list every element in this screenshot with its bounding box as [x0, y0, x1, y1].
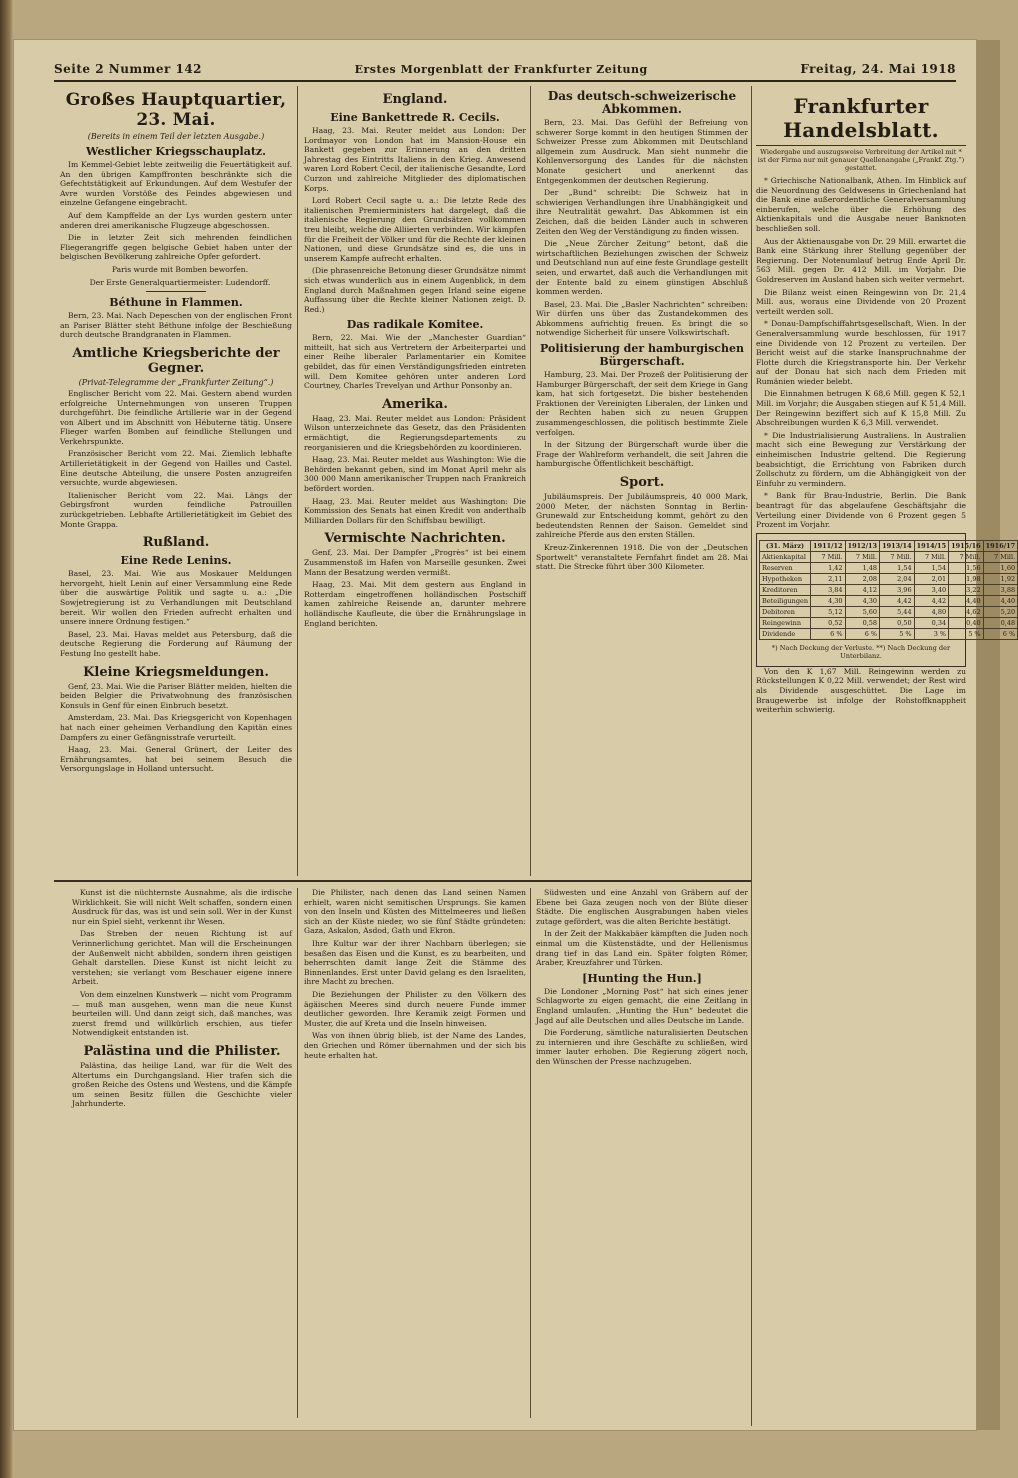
newspaper-page [14, 40, 1016, 1430]
table-cell: 4,30 [811, 595, 846, 606]
table-cell: 2,08 [845, 573, 880, 584]
section-heading: Amerika. [382, 396, 448, 412]
feuilleton-paragraph: Von dem einzelnen Kunstwerk — nicht vom Programm — muß man ausgehen, wenn man die neue Kunst beurteilen will. Und dann zeigt sich, daß manches, was zuerst fremd und willkürlich erschien, aus tiefer Notwendigkeit entstanden ist. [72, 989, 292, 1038]
handelsblatt-note: Wiedergabe und auszugsweise Verbreitung der Artikel mit * ist der Firma nur mit genauer Quellenangabe („Frankf. Ztg.“) gestattet. [757, 148, 965, 172]
table-cell: 1,54 [880, 562, 915, 573]
article-paragraph: Von den K 1,67 Mill. Reingewinn werden zu Rückstellungen K 0,22 Mill. verwendet; der Rest wird als Dividende ausgeschüttet. Die Lage im Braugewerbe ist infolge der Rohstoffknappheit weiterhin schwierig. [756, 666, 966, 715]
masthead-center: Erstes Morgenblatt der Frankfurter Zeitung [354, 62, 648, 76]
table-cell: 5,12 [811, 606, 846, 617]
article-paragraph: Haag, 23. Mai. Mit dem gestern aus England in Rotterdam eingetroffenen holländischen Postschiff kamen zahlreiche Reisende an, darunter mehrere holländische Kaufleute, die über die Ernährungslage in England berichten. [304, 580, 526, 628]
table-cell: Dividende [760, 628, 811, 639]
section-heading: Sport. [619, 475, 665, 490]
table-row [760, 617, 1018, 628]
table-cell: Debitoren [760, 606, 811, 617]
table-cell: 7 Mill. [949, 551, 984, 562]
feuilleton-paragraph: Palästina, das heilige Land, war für die Welt des Altertums ein Durchgangsland. Hier trafen sich die großen Reiche des Ostens und Westens, und die Kämpfe um seinen Besitz füllen die Geschichte vieler Jahrhunderte. [72, 1060, 292, 1109]
handelsblatt-title: Frankfurter Handelsblatt. [756, 94, 966, 146]
table-cell: Beteiligungen [760, 595, 811, 606]
feuilleton-paragraph: Das Streben der neuen Richtung ist auf Verinnerlichung gerichtet. Man will die Erscheinungen der Außenwelt nicht abbilden, sondern ihren geistigen Gehalt darstellen. Diese Kunst ist nicht leicht zu verstehen; sie verlangt vom Beschauer eigene innere Arbeit. [72, 929, 292, 987]
article-paragraph: Haag, 23. Mai. Reuter meldet aus Washington: Die Kommission des Senats hat einen Kredit von anderthalb Milliarden Dollars für den Schiffsbau bewilligt. [304, 496, 526, 525]
article-paragraph: Im Kemmel-Gebiet lebte zeitweilig die Feuertätigkeit auf. An den übrigen Kampffronten beschränkte sich die Gefechtstätigkeit auf Erkundungen. Auf dem Westufer der Avre wurden Vorstöße des Feindes abgewiesen und einzelne Gefangene eingebracht. [60, 160, 292, 208]
masthead-left: Seite 2 Nummer 142 [54, 62, 203, 76]
article-paragraph: Basel, 23. Mai. Wie aus Moskauer Meldungen hervorgeht, hielt Lenin auf einer Versammlung eine Rede über die auswärtige Politik und sagte u. a.: „Die Sowjetregierung ist zu Verhandlungen mit Deutschland bereit. Wir wollen den Frieden aufrecht erhalten und unsere innere Ordnung festigen.“ [60, 569, 292, 627]
article-paragraph: Die „Neue Zürcher Zeitung“ betont, daß die wirtschaftlichen Beziehungen zwischen der Schweiz und Deutschland nun auf eine feste Grundlage gestellt seien, und erwartet, daß auch die Verhandlungen mit der Entente bald zu einem günstigen Abschluß kommen werden. [536, 239, 748, 297]
article-paragraph: Bern, 22. Mai. Wie der „Manchester Guardian“ mitteilt, hat sich aus Vertretern der Arbeiterpartei und einer Reihe liberaler Parlamentarier ein Komitee gebildet, das für einen Verständigungsfrieden eintreten will. Dem Komitee gehören unter anderen Lord Courtney, Charles Trevelyan und Arthur Ponsonby an. [304, 333, 526, 391]
table-cell: 1,56 [949, 562, 984, 573]
section-heading: Amtliche Kriegsberichte der Gegner. [72, 345, 280, 376]
table-cell: 4,80 [914, 606, 949, 617]
handelsblatt-column [756, 86, 1016, 1426]
feuilleton-column-2 [304, 888, 526, 1418]
masthead-right: Freitag, 24. Mai 1918 [800, 62, 956, 76]
table-cell: 0,58 [845, 617, 880, 628]
table-cell: 1,54 [914, 562, 949, 573]
table-body [760, 551, 1018, 639]
feuilleton-paragraph: Ihre Kultur war der ihrer Nachbarn überlegen; sie besaßen das Eisen und die Kunst, es zu bearbeiten, und beherrschten damit lange Zeit die Stämme des Binnenlandes. Erst unter David gelang es den Israeliten, ihre Macht zu brechen. [304, 938, 526, 987]
article-paragraph: Bern, 23. Mai. Nach Depeschen von der englischen Front an Pariser Blätter steht Béthune infolge der Beschießung durch deutsche Brandgranaten in Flammen. [60, 311, 292, 340]
article-paragraph: Italienischer Bericht vom 22. Mai. Längs der Gebirgsfront wurden feindliche Patrouillen zurückgetrieben. Lebhafte Artillerietätigkeit im Gebiet des Monte Grappa. [60, 490, 292, 529]
feuilleton-column-3 [536, 888, 748, 1418]
table-cell: 7 Mill. [914, 551, 949, 562]
table-cell: 5 % [949, 628, 984, 639]
column-rule [751, 86, 752, 1426]
article-paragraph: Haag, 23. Mai. General Grünert, der Leiter des Ernährungsamtes, hat bei seinem Besuch die Versorgungslage in Holland untersucht. [60, 745, 292, 774]
table-cell: 5 % [880, 628, 915, 639]
article-paragraph: Die Einnahmen betrugen K 68,6 Mill. gegen K 52,1 Mill. im Vorjahr; die Ausgaben stiegen auf K 51,4 Mill. Der Reingewinn beziffert sich auf K 15,8 Mill. Zu Abschreibungen wurden K 6,3 Mill. verwendet. [756, 389, 966, 428]
table-cell: 0,52 [811, 617, 846, 628]
section-heading: Westlicher Kriegsschauplatz. [86, 145, 266, 158]
table-cell: 4,12 [845, 584, 880, 595]
table-cell: 1,48 [845, 562, 880, 573]
table-cell: 0,50 [880, 617, 915, 628]
table-header-row [760, 540, 1018, 551]
table-footnote: *) Nach Deckung der Verluste. **) Nach Deckung der Unterbilanz. [771, 643, 951, 660]
table-header: 1913/14 [880, 540, 915, 551]
article-paragraph: Jubiläumspreis. Der Jubiläumspreis, 40 000 Mark, 2000 Meter, der nächsten Sonntag in Berlin-Grunewald zur Entscheidung kommt, gehört zu den bedeutendsten Rennen der Saison. Gemeldet sind zahlreiche Pferde aus den ersten Ställen. [536, 492, 748, 540]
article-paragraph: (Die phrasenreiche Betonung dieser Grundsätze nimmt sich etwas wunderlich aus in einem Augenblick, in dem England durch Maßnahmen gegen Irland seine eigene Auffassung über die Rechte kleiner Nationen zeigt. D. Red.) [304, 266, 526, 314]
table-cell: 0,40 [949, 617, 984, 628]
article-paragraph: Haag, 23. Mai. Reuter meldet aus London: Der Lordmayor von London hat im Mansion-House ein Bankett gegeben zur Erinnerung an den dritten Jahrestag des Eintritts Italiens in den Krieg. Anwesend waren Lord Robert Cecil, der italienische Gesandte, Lord Curzon und zahlreiche Mitglieder des diplomatischen Korps. [304, 126, 526, 193]
table-cell: 3,96 [880, 584, 915, 595]
column-rule [530, 888, 531, 1418]
table-cell: 1,98 [949, 573, 984, 584]
feuilleton-paragraph: Kunst ist die nüchternste Ausnahme, als die irdische Wirklichkeit. Sie will nicht Welt schaffen, sondern einen Ausdruck für das, was ist und sein soll. Wer in der Kunst nur ein Spiel sieht, verkennt ihr Wesen. [72, 888, 292, 926]
article-paragraph: Aus der Aktienausgabe von Dr. 29 Mill. erwartet die Bank eine Stärkung ihrer Stellung gegenüber der Regierung. Der Notenumlauf betrug Ende April Dr. 563 Mill. gegen Dr. 412 Mill. im Vorjahr. Die Goldreserven im Ausland haben sich weiter vermehrt. [756, 236, 966, 284]
article-paragraph: In der Sitzung der Bürgerschaft wurde über die Frage der Wahlreform verhandelt, die seit Jahren die hamburgische Öffentlichkeit beschäftigt. [536, 440, 748, 469]
table-cell: 4,42 [880, 595, 915, 606]
masthead [54, 58, 956, 82]
article-paragraph: Basel, 23. Mai. Die „Basler Nachrichten“ schreiben: Wir dürfen uns über das Zustandekommen des Abkommens aufrichtig freuen. Es bringt die so notwendige Sicherheit für unsere Volkswirtschaft. [536, 299, 748, 338]
table-cell: 2,11 [811, 573, 846, 584]
article-paragraph: * Donau-Dampfschiffahrtsgesellschaft, Wien. In der Generalversammlung wurde beschlossen, für 1917 eine Dividende von 12 Prozent zu verteilen. Der Bericht weist auf die starke Inanspruchnahme der Flotte durch die Kriegstransporte hin. Der Verkehr auf der Donau hat sich nach dem Frieden mit Rumänien wieder belebt. [756, 319, 966, 386]
article-paragraph: Die in letzter Zeit sich mehrenden feindlichen Fliegerangriffe gegen belgische Gebiet haben unter der belgischen Bevölkerung zahlreiche Opfer gefordert. [60, 233, 292, 262]
article-paragraph: Genf, 23. Mai. Der Dampfer „Progrès“ ist bei einem Zusammenstoß im Hafen von Marseille gesunken. Zwei Mann der Besatzung werden vermißt. [304, 548, 526, 577]
article-paragraph: Paris wurde mit Bomben beworfen. [111, 264, 249, 274]
table-cell: Reserven [760, 562, 811, 573]
feuilleton-paragraph: Was von ihnen übrig blieb, ist der Name des Landes, den Griechen und Römer übernahmen und der sich bis heute erhalten hat. [304, 1031, 526, 1060]
feuilleton-heading: Palästina und die Philister. [83, 1043, 281, 1059]
financial-table [759, 540, 1018, 640]
table-cell: 3 % [914, 628, 949, 639]
feuilleton-column-1 [72, 888, 292, 1418]
table-cell: Hypotheken [760, 573, 811, 584]
article-paragraph: * Griechische Nationalbank, Athen. Im Hinblick auf die Neuordnung des Geldwesens in Griechenland hat die Bank eine außerordentliche Generalversammlung einberufen, welche über die Erhöhung des Aktienkapitals und die Ausgabe neuer Banknoten beschließen soll. [756, 176, 966, 233]
column-2 [304, 86, 526, 876]
table-cell: 0,34 [914, 617, 949, 628]
table-row [760, 584, 1018, 595]
table-cell: 5,20 [983, 606, 1018, 617]
headline-abkommen: Das deutsch-schweizerische Abkommen. [547, 89, 737, 116]
feuilleton-paragraph: In der Zeit der Makkabäer kämpften die Juden noch einmal um die Küstenstädte, und der Hellenismus drang tief in das Land ein. Später folgten Römer, Araber, Kreuzfahrer und Türken. [536, 929, 748, 968]
article-paragraph: Bern, 23. Mai. Das Gefühl der Befreiung von schwerer Sorge kommt in den heutigen Stimmen der Schweizer Presse zum Abkommen mit Deutschland allgemein zum Ausdruck. Man sieht nunmehr die Kohlenversorgung des Landes für die nächsten Monate gesichert und anerkennt das Entgegenkommen der deutschen Regierung. [536, 118, 748, 185]
table-cell: 2,04 [880, 573, 915, 584]
table-cell: 7 Mill. [880, 551, 915, 562]
article-paragraph: Amsterdam, 23. Mai. Das Kriegsgericht von Kopenhagen hat nach einer geheimen Verhandlung den Kapitän eines Dampfers zu einer Gefängnisstrafe verurteilt. [60, 713, 292, 742]
headline-england: England. [382, 92, 448, 107]
table-header: 1911/12 [811, 540, 846, 551]
table-header: (31. März) [760, 540, 811, 551]
table-row [760, 606, 1018, 617]
table-cell: 7 Mill. [983, 551, 1018, 562]
table-row [760, 562, 1018, 573]
article-paragraph: Kreuz-Zinkerennen 1918. Die von der „Deutschen Sportwelt“ veranstaltete Fernfahrt findet am 28. Mai statt. Die Strecke führt über 300 Kilometer. [536, 542, 748, 572]
section-heading: Rußland. [142, 535, 210, 551]
article-paragraph: * Die Industrialisierung Australiens. In Australien macht sich eine Bewegung zur Verstärkung der einheimischen Industrie geltend. Die Regierung beabsichtigt, die Errichtung von Fabriken durch Zollschutz zu fördern, um die Abhängigkeit von der Einfuhr zu vermindern. [756, 430, 966, 488]
feuilleton-paragraph: Die Londoner „Morning Post“ hat sich eines jener Schlagworte zu eigen gemacht, die eine Zeitlang in England umlaufen. „Hunting the Hun“ bedeutet die Jagd auf alle Deutschen und alles Deutsche im Lande. [536, 986, 748, 1025]
section-heading: Politisierung der hamburgischen Bürgerschaft. [540, 342, 744, 369]
article-paragraph: * Bank für Brau-Industrie, Berlin. Die Bank beantragt für das abgelaufene Geschäftsjahr die Verteilung einer Dividende von 6 Prozent gegen 5 Prozent im Vorjahr. [756, 491, 966, 530]
table-row [760, 628, 1018, 639]
table-cell: 2,01 [914, 573, 949, 584]
article-paragraph: Die Bilanz weist einen Reingewinn von Dr. 21,4 Mill. aus, woraus eine Dividende von 20 Prozent verteilt werden soll. [756, 287, 966, 316]
table-cell: 6 % [845, 628, 880, 639]
table-cell: 7 Mill. [811, 551, 846, 562]
signature-line: Der Erste Generalquartiermeister: Ludendorff. [89, 277, 271, 287]
table-cell: 1,92 [983, 573, 1018, 584]
table-cell: Aktienkapital [760, 551, 811, 562]
table-header: 1915/16 [949, 540, 984, 551]
table-cell: 4,40 [983, 595, 1018, 606]
table-cell: 4,40 [949, 595, 984, 606]
table-cell: 4,42 [914, 595, 949, 606]
section-sub: (Privat-Telegramme der „Frankfurter Zeitung“.) [78, 377, 274, 387]
article-paragraph: Französischer Bericht vom 22. Mai. Ziemlich lebhafte Artillerietätigkeit in der Gegend von Hailles und Castel. Eine deutsche Abteilung, die unsere Posten anzugreifen versuchte, wurde abgewiesen. [60, 449, 292, 488]
column-3 [536, 86, 748, 876]
headline-sub: (Bereits in einem Teil der letzten Ausgabe.) [87, 132, 265, 141]
feuilleton-paragraph: Südwesten und eine Anzahl von Gräbern auf der Ebene bei Gaza zeugen noch von der Blüte dieser Städte. Die englischen Ausgrabungen haben vieles zutage gefördert, was die alten Berichte bestätigt. [536, 888, 748, 926]
article-paragraph: Auf dem Kampffelde an der Lys wurden gestern unter anderen drei amerikanische Flugzeuge abgeschossen. [60, 210, 292, 230]
table-cell: 1,60 [983, 562, 1018, 573]
section-heading: Béthune in Flammen. [109, 296, 243, 310]
feuilleton-heading: [Hunting the Hun.] [582, 971, 702, 985]
column-rule [297, 888, 298, 1418]
table-cell: 3,84 [811, 584, 846, 595]
table-cell: 0,48 [983, 617, 1018, 628]
headline-hauptquartier: Großes Hauptquartier, 23. Mai. [65, 90, 287, 130]
article-paragraph: Lord Robert Cecil sagte u. a.: Die letzte Rede des italienischen Premierministers hat dargelegt, daß die italienische Regierung den Grundsätzen vollkommen treu bleibt, welche die Alliierten verbinden. Wir kämpfen für die Freiheit der Völker und für die Rechte der kleinen Nationen, und diese Grundsätze sind es, die uns in unserem Kampfe aufrecht erhalten. [304, 196, 526, 263]
table-cell: Kreditoren [760, 584, 811, 595]
column-rule [530, 86, 531, 876]
article-paragraph: Haag, 23. Mai. Reuter meldet aus Washington: Wie die Behörden bekannt geben, sind im Monat April mehr als 300 000 Mann amerikanischer Truppen nach Frankreich befördert worden. [304, 455, 526, 493]
section-rule [54, 880, 751, 882]
binding-spine [0, 0, 14, 1478]
table-cell: 7 Mill. [845, 551, 880, 562]
article-paragraph: Basel, 23. Mai. Havas meldet aus Petersburg, daß die deutsche Regierung die Forderung auf Räumung der Festung Ino gestellt habe. [60, 629, 292, 658]
table-cell: 4,62 [949, 606, 984, 617]
section-sub: Eine Rede Lenins. [120, 554, 232, 568]
table-header: 1912/13 [845, 540, 880, 551]
table-cell: 4,30 [845, 595, 880, 606]
table-row [760, 551, 1018, 562]
article-paragraph: Der „Bund“ schreibt: Die Schweiz hat in schwierigen Verhandlungen ihre Unabhängigkeit und ihre Neutralität gewahrt. Das Abkommen ist ein Zeichen, daß die beiden Länder auch in schweren Zeiten den Weg der Verständigung zu finden wissen. [536, 188, 748, 236]
table-cell: 6 % [983, 628, 1018, 639]
column-1 [60, 86, 292, 876]
divider [146, 291, 206, 292]
article-paragraph: Haag, 23. Mai. Reuter meldet aus London: Präsident Wilson unterzeichnete das Gesetz, das den Präsidenten ermächtigt, die Regierungsdepartements zu reorganisieren und die Kriegsbehörden zu koordinieren. [304, 413, 526, 452]
feuilleton-paragraph: Die Philister, nach denen das Land seinen Namen erhielt, waren nicht semitischen Ursprungs. Sie kamen von den Inseln und Küsten des Mittelmeeres und ließen sich an der Küste nieder, wo sie fünf Städte gründeten: Gaza, Askalon, Asdod, Gath und Ekron. [304, 888, 526, 936]
table-cell: 6 % [811, 628, 846, 639]
section-sub: Eine Bankettrede R. Cecils. [330, 111, 500, 124]
table-header: 1916/17 [983, 540, 1018, 551]
feuilleton-paragraph: Die Beziehungen der Philister zu den Völkern des ägäischen Meeres sind durch neuere Funde immer deutlicher geworden. Ihre Keramik zeigt Formen und Muster, die auf Kreta und die Inseln hinweisen. [304, 989, 526, 1028]
table-cell: 3,40 [914, 584, 949, 595]
section-heading: Vermischte Nachrichten. [324, 531, 506, 547]
table-row [760, 573, 1018, 584]
section-heading: Kleine Kriegsmeldungen. [83, 664, 269, 680]
table-cell: 3,22 [949, 584, 984, 595]
column-rule [297, 86, 298, 876]
table-cell: 3,88 [983, 584, 1018, 595]
table-cell: 1,42 [811, 562, 846, 573]
section-heading: Das radikale Komitee. [346, 318, 484, 332]
table-cell: 5,60 [845, 606, 880, 617]
table-cell: Reingewinn [760, 617, 811, 628]
table-cell: 5,44 [880, 606, 915, 617]
next-page-edge [976, 40, 1000, 1430]
table-header: 1914/15 [914, 540, 949, 551]
table-row [760, 595, 1018, 606]
article-paragraph: Englischer Bericht vom 22. Mai. Gestern abend wurden erfolgreiche Unternehmungen von unseren Truppen durchgeführt. Die feindliche Artillerie war in der Gegend von Albert und im Abschnitt von Hébuterne tätig. Unsere Flieger warfen Bomben auf feindliche Stellungen und Verkehrspunkte. [60, 388, 292, 446]
article-paragraph: Genf, 23. Mai. Wie die Pariser Blätter melden, hielten die beiden Belgier die Privatwohnung des französischen Konsuls in Genf für einen Einbruch besetzt. [60, 681, 292, 710]
article-paragraph: Hamburg, 23. Mai. Der Prozeß der Politisierung der Hamburger Bürgerschaft, der seit dem Kriege in Gang kam, hat sich fortgesetzt. Die bisher bestehenden Fraktionen der Vereinigten Liberalen, der Linken und der Rechten haben sich zu neuen Gruppen zusammengeschlossen, die politisch bestimmte Ziele verfolgen. [536, 370, 748, 437]
financial-table-box [756, 533, 1016, 667]
feuilleton-paragraph: Die Forderung, sämtliche naturalisierten Deutschen zu internieren und ihre Geschäfte zu schließen, wird immer lauter erhoben. Die Regierung zögert noch, den Wünschen der Presse nachzugeben. [536, 1028, 748, 1066]
